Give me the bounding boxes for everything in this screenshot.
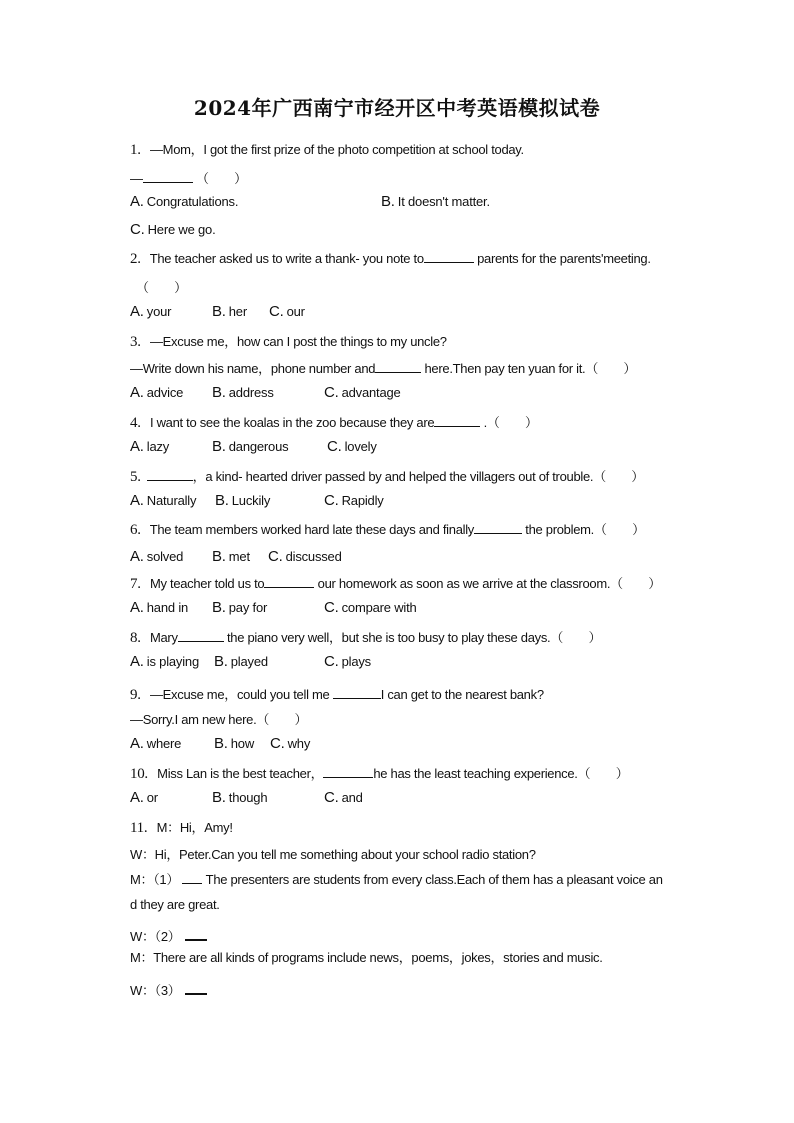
q2-number: 2.: [130, 251, 141, 267]
option-letter: A.: [130, 653, 144, 670]
option-text: Luckily: [231, 493, 271, 508]
q2-stem: [130, 251, 651, 268]
q2-text-post: parents for the parents'meeting.: [473, 251, 651, 266]
option-letter: A.: [130, 384, 144, 401]
q2-text-pre: The teacher asked us to write a thank- you note to: [149, 251, 424, 266]
option-letter: C.: [324, 492, 339, 509]
q11-text: M：Hi，Amy!: [156, 820, 233, 835]
q8-option-c[interactable]: [324, 653, 371, 670]
q1-option-a[interactable]: [130, 193, 238, 210]
q3-option-b[interactable]: [212, 384, 274, 401]
q2-option-c[interactable]: [269, 303, 305, 320]
option-letter: A.: [130, 438, 144, 455]
option-text: played: [230, 654, 268, 669]
option-letter: A.: [130, 303, 144, 320]
q11-line-7: [130, 980, 207, 999]
option-letter: A.: [130, 492, 144, 509]
q11-line-1: [130, 817, 233, 837]
option-text: hand in: [146, 600, 189, 615]
q9-text-post: I can get to the nearest bank?: [380, 687, 544, 702]
option-text: dangerous: [228, 439, 289, 454]
q2-option-a[interactable]: [130, 303, 171, 320]
q2-paren: （ ）: [136, 280, 187, 295]
q8-blank: [178, 630, 224, 642]
option-text: Congratulations.: [146, 194, 239, 209]
option-letter: A.: [130, 735, 144, 752]
q11-number: 11.: [130, 820, 148, 836]
q11-line-3-text: The presenters are students from every class.Each of them has a pleasant voice an: [202, 872, 663, 887]
q11-line-6: M：There are all kinds of programs include news，poems，jokes，stories and music.: [130, 950, 603, 965]
q1-paren: （ ）: [196, 171, 247, 186]
q5-blank: [147, 469, 193, 481]
q11-blank-3: [185, 985, 207, 995]
q10-stem: [130, 763, 628, 783]
option-text: where: [146, 736, 182, 751]
q5-option-b[interactable]: [215, 492, 270, 509]
option-letter: C.: [270, 735, 285, 752]
q8-text-post: the piano very well，but she is too busy to play these days.（ ）: [223, 630, 602, 645]
q11-blank-2: [185, 931, 207, 941]
q6-blank: [474, 522, 522, 534]
q9-option-c[interactable]: [270, 735, 310, 752]
option-text: plays: [341, 654, 371, 669]
option-text: Naturally: [146, 493, 197, 508]
option-text: though: [228, 790, 268, 805]
q3-number: 3.: [130, 334, 141, 350]
q11-line-5: [130, 926, 207, 945]
q5-number: 5.: [130, 469, 141, 485]
q4-number: 4.: [130, 415, 141, 431]
option-letter: C.: [324, 599, 339, 616]
option-letter: B.: [381, 193, 395, 210]
q10-text-pre: Miss Lan is the best teacher，: [157, 766, 324, 781]
q1-stem: [130, 139, 524, 159]
q11-blank-2-label: W：（2）: [130, 929, 181, 944]
q9-stem: [130, 684, 544, 704]
option-text: solved: [146, 549, 184, 564]
q8-option-b[interactable]: [214, 653, 268, 670]
q8-option-a[interactable]: [130, 653, 199, 670]
option-text: discussed: [285, 549, 342, 564]
q9-text-pre: —Excuse me，could you tell me: [149, 687, 333, 702]
option-text: is playing: [146, 654, 199, 669]
option-letter: C.: [324, 789, 339, 806]
option-letter: B.: [212, 303, 226, 320]
q4-text-pre: I want to see the koalas in the zoo because they are: [149, 415, 435, 430]
option-text: advice: [146, 385, 184, 400]
option-letter: B.: [212, 789, 226, 806]
q7-option-a[interactable]: [130, 599, 188, 616]
q5-text: ，a kind- hearted driver passed by and helped the villagers out of trouble.（ ）: [192, 469, 645, 484]
q10-option-b[interactable]: [212, 789, 267, 806]
option-letter: C.: [268, 548, 283, 565]
q6-text-pre: The team members worked hard late these days and finally: [149, 522, 474, 537]
q4-stem: [130, 412, 538, 432]
option-text: Here we go.: [147, 222, 216, 237]
option-letter: B.: [214, 735, 228, 752]
option-text: It doesn't matter.: [397, 194, 490, 209]
option-letter: A.: [130, 789, 144, 806]
q4-blank: [434, 415, 480, 427]
option-text: lazy: [146, 439, 170, 454]
q3-blank: [375, 361, 421, 373]
q7-blank: [264, 576, 314, 588]
q9-number: 9.: [130, 687, 141, 703]
q5-option-a[interactable]: [130, 492, 196, 509]
q1-number: 1.: [130, 142, 141, 158]
q11-blank-1: [182, 872, 202, 884]
option-text: compare with: [341, 600, 417, 615]
q6-option-a[interactable]: [130, 548, 183, 565]
option-letter: B.: [212, 438, 226, 455]
q8-text-pre: Mary: [149, 630, 178, 645]
q3-stem: [130, 331, 447, 351]
q10-blank: [323, 766, 373, 778]
q11-blank-1-label: M：（1）: [130, 872, 180, 887]
q6-text-post: the problem.（ ）: [522, 522, 645, 537]
q4-option-a[interactable]: [130, 438, 169, 455]
option-letter: B.: [215, 492, 229, 509]
option-letter: B.: [212, 599, 226, 616]
option-text: or: [146, 790, 158, 805]
q2-blank: [424, 251, 474, 263]
q3-text: —Excuse me，how can I post the things to my uncle?: [149, 334, 447, 349]
q5-stem: [130, 466, 644, 486]
q3-reply-post: here.Then pay ten yuan for it.（ ）: [421, 361, 637, 376]
q7-stem: [130, 573, 661, 593]
q10-option-c[interactable]: [324, 789, 363, 806]
option-text: advantage: [341, 385, 401, 400]
option-text: our: [286, 304, 305, 319]
q3-reply: [130, 358, 636, 377]
q3-option-c[interactable]: [324, 384, 401, 401]
option-text: how: [230, 736, 255, 751]
q1-option-b[interactable]: [381, 193, 490, 210]
q6-stem: [130, 519, 645, 539]
q1-text: —Mom，I got the first prize of the photo competition at school today.: [149, 142, 524, 157]
q5-option-c[interactable]: [324, 492, 384, 509]
option-text: pay for: [228, 600, 268, 615]
q4-option-c[interactable]: [327, 438, 377, 455]
option-text: her: [228, 304, 247, 319]
q10-text-post: he has the least teaching experience.（ ）: [373, 766, 629, 781]
q1-option-c[interactable]: [130, 221, 216, 238]
q7-text-pre: My teacher told us to: [149, 576, 265, 591]
q9-option-a[interactable]: [130, 735, 181, 752]
option-letter: C.: [269, 303, 284, 320]
q7-text-post: our homework as soon as we arrive at the classroom.（ ）: [314, 576, 661, 591]
q7-option-b[interactable]: [212, 599, 267, 616]
q8-number: 8.: [130, 630, 141, 646]
option-letter: A.: [130, 193, 144, 210]
q9-blank: [333, 687, 381, 699]
option-letter: C.: [130, 221, 145, 238]
q11-line-4: d they are great.: [130, 897, 220, 912]
q6-option-c[interactable]: [268, 548, 342, 565]
option-letter: C.: [324, 653, 339, 670]
q6-option-b[interactable]: [212, 548, 250, 565]
q3-reply-pre: —Write down his name，phone number and: [130, 361, 376, 376]
option-text: address: [228, 385, 274, 400]
q10-number: 10.: [130, 766, 148, 782]
option-letter: B.: [214, 653, 228, 670]
q1-reply-dash: —: [130, 171, 143, 186]
q7-option-c[interactable]: [324, 599, 417, 616]
option-text: and: [341, 790, 363, 805]
q7-number: 7.: [130, 576, 141, 592]
q11-line-2: W：Hi，Peter.Can you tell me something about your school radio station?: [130, 847, 536, 862]
q8-stem: [130, 627, 601, 647]
q10-option-a[interactable]: [130, 789, 158, 806]
option-letter: C.: [327, 438, 342, 455]
option-text: your: [146, 304, 172, 319]
option-letter: B.: [212, 384, 226, 401]
q9-option-b[interactable]: [214, 735, 254, 752]
q11-blank-3-label: W：（3）: [130, 983, 181, 998]
option-letter: C.: [324, 384, 339, 401]
option-letter: B.: [212, 548, 226, 565]
option-text: Rapidly: [341, 493, 384, 508]
q6-number: 6.: [130, 522, 141, 538]
q9-reply: —Sorry.I am new here.（ ）: [130, 712, 308, 727]
option-text: lovely: [344, 439, 377, 454]
option-text: met: [228, 549, 250, 564]
q2-option-b[interactable]: [212, 303, 247, 320]
option-letter: A.: [130, 548, 144, 565]
option-letter: A.: [130, 599, 144, 616]
option-text: why: [287, 736, 311, 751]
q4-text-post: .（ ）: [480, 415, 538, 430]
q1-blank: [143, 171, 193, 183]
q11-line-3: [130, 869, 663, 888]
page-title: 2024年广西南宁市经开区中考英语模拟试卷: [193, 96, 601, 120]
q1-reply: [130, 168, 247, 187]
q4-option-b[interactable]: [212, 438, 288, 455]
q3-option-a[interactable]: [130, 384, 183, 401]
